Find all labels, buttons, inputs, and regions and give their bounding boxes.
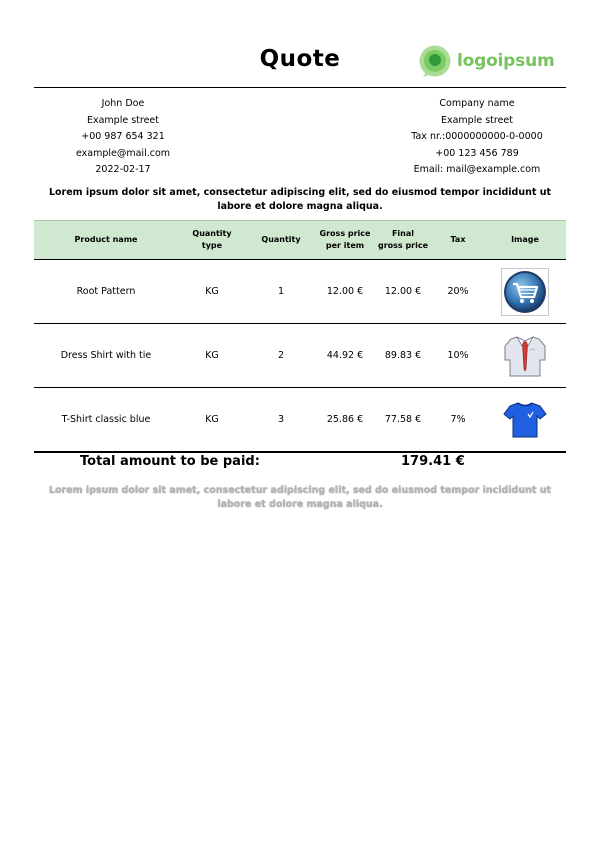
document-title: Quote [259, 46, 341, 72]
quantity-type: KG [178, 324, 246, 388]
gross-price: 44.92 € [316, 324, 374, 388]
product-image-cell [484, 324, 566, 388]
column-header-final-price: Final gross price [374, 221, 432, 260]
tax-rate: 7% [432, 388, 484, 453]
column-header-product: Product name [34, 221, 178, 260]
table-header-row [34, 221, 566, 260]
column-header-gross-price: Gross price per item [316, 221, 374, 260]
company-email: Email: mail@example.com [413, 164, 541, 175]
table-row [34, 324, 566, 388]
final-price: 77.58 € [374, 388, 432, 453]
customer-address [48, 96, 198, 179]
dress-shirt-icon [501, 332, 549, 380]
quantity-type: KG [178, 388, 246, 453]
customer-phone: +00 987 654 321 [81, 131, 165, 142]
column-header-tax: Tax [432, 221, 484, 260]
quantity: 3 [246, 388, 316, 453]
quantity: 2 [246, 324, 316, 388]
header-divider [34, 87, 566, 88]
final-price: 89.83 € [374, 324, 432, 388]
company-name: Company name [439, 98, 515, 109]
items-table [34, 220, 566, 453]
table-row [34, 260, 566, 324]
final-price: 12.00 € [374, 260, 432, 324]
intro-text: Lorem ipsum dolor sit amet, consectetur adipiscing elit, sed do eiusmod tempor incididunt ut labore et dolore magna aliqua. [48, 187, 552, 212]
gross-price: 12.00 € [316, 260, 374, 324]
column-header-image: Image [484, 221, 566, 260]
tax-rate: 20% [432, 260, 484, 324]
column-header-quantity: Quantity [246, 221, 316, 260]
footer-text: Lorem ipsum dolor sit amet, consectetur adipiscing elit, sed do eiusmod tempor incididunt ut labore et dolore magna aliqua. [48, 485, 552, 510]
tax-rate: 10% [432, 324, 484, 388]
gross-price: 25.86 € [316, 388, 374, 453]
product-name: Root Pattern [34, 260, 178, 324]
quantity-type: KG [178, 260, 246, 324]
company-street: Example street [440, 114, 514, 126]
total-label: Total amount to be paid: [80, 454, 260, 469]
product-name: Dress Shirt with tie [34, 324, 178, 388]
logo-icon [418, 44, 454, 78]
quantity: 1 [246, 260, 316, 324]
company-logo [418, 44, 555, 78]
total-amount: 179.41 € [401, 454, 465, 469]
company-phone: +00 123 456 789 [435, 147, 519, 159]
customer-street: Example street [86, 114, 160, 126]
company-address [397, 96, 557, 179]
product-image-cell [484, 260, 566, 324]
shopping-cart-icon [501, 268, 549, 316]
column-header-quantity-type: Quantity type [178, 221, 246, 260]
customer-name: John Doe [101, 98, 145, 109]
logo-text: logoipsum [457, 51, 555, 71]
t-shirt-icon [501, 396, 549, 444]
product-image-cell [484, 388, 566, 453]
product-name: T-Shirt classic blue [34, 388, 178, 453]
customer-email: example@mail.com [75, 147, 171, 159]
company-tax-number: Tax nr.:0000000000-0-0000 [411, 131, 543, 142]
table-row [34, 388, 566, 453]
quote-date: 2022-02-17 [95, 164, 151, 175]
